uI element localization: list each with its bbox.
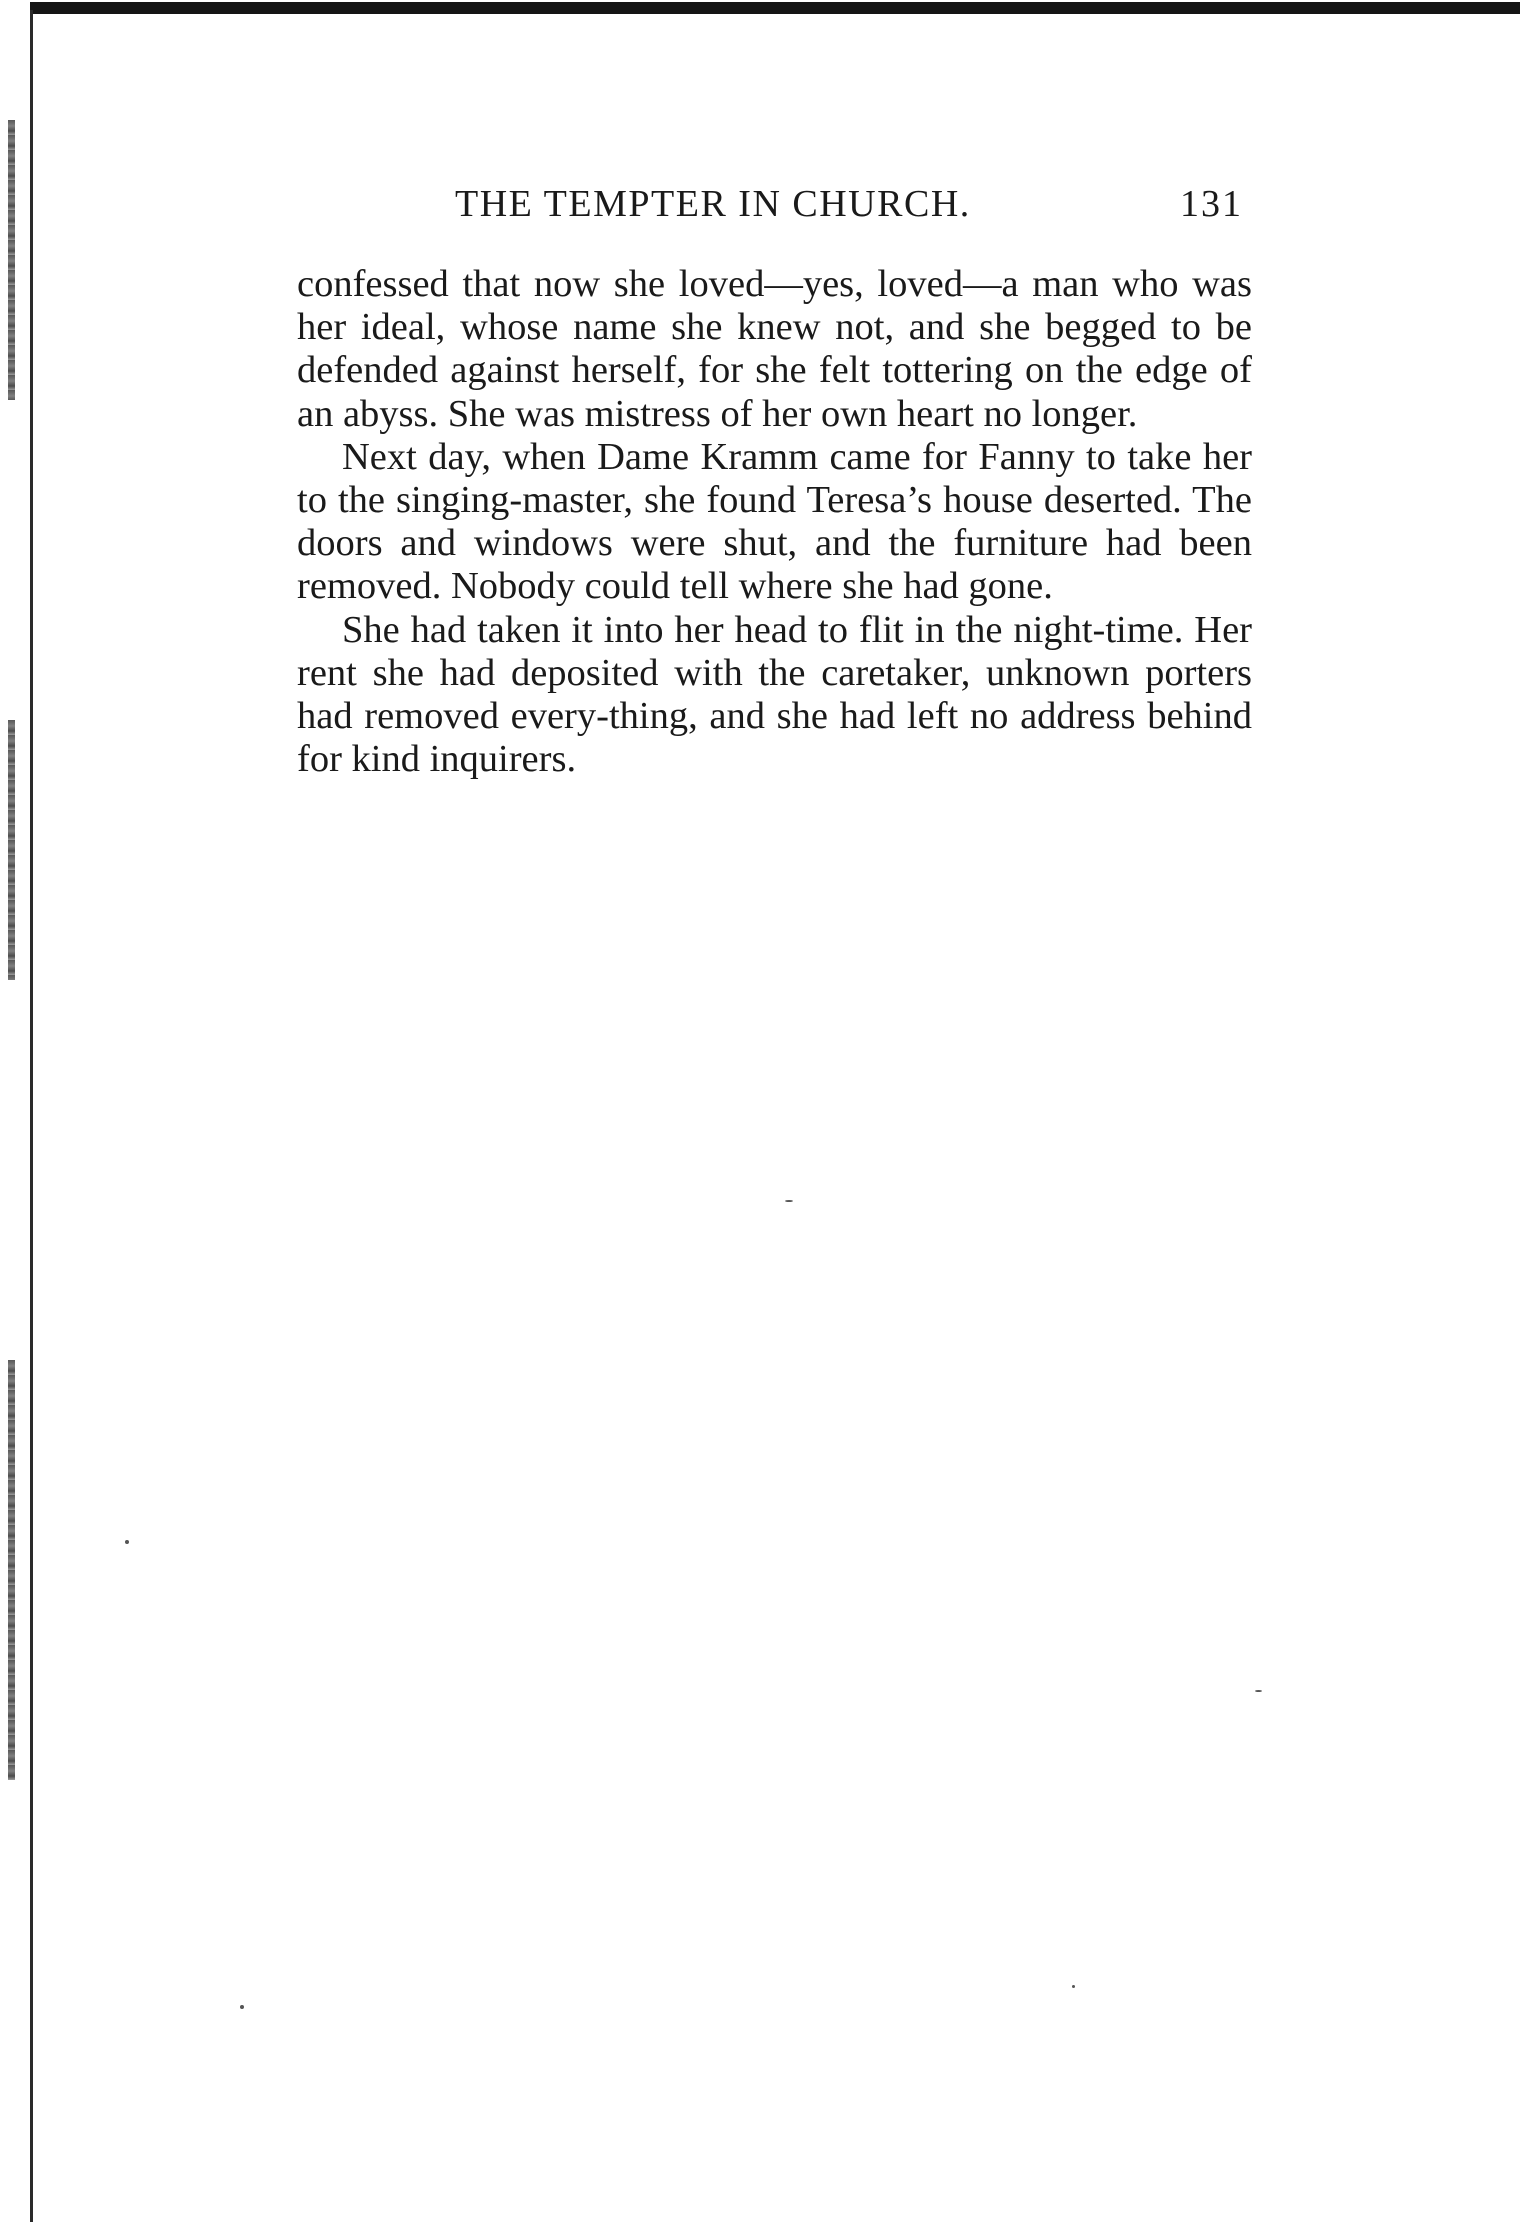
scan-edge-shadow <box>8 120 15 400</box>
scan-edge-shadow <box>8 720 15 980</box>
paragraph: confessed that now she loved—yes, loved—a man who was her ideal, whose name she knew not, and she begged to be defended against herself, for she felt tottering on the edge of an abyss. She was mistress of her own heart no longer. <box>297 263 1252 435</box>
scan-top-border <box>30 2 1520 14</box>
scan-speck <box>240 2005 244 2009</box>
running-head: THE TEMPTER IN CHURCH. <box>455 183 971 225</box>
paragraph: Next day, when Dame Kramm came for Fanny to take her to the singing-master, she found Teresa’s house deserted. The doors and windows were shut, and the furniture had been removed. Nobody could tell where she had gone. <box>297 435 1252 608</box>
scan-edge-shadow <box>8 1360 15 1780</box>
page-header <box>455 182 1255 238</box>
page-number: 131 <box>1180 183 1243 225</box>
scan-gutter-line <box>30 10 33 2222</box>
paragraph: She had taken it into her head to flit in the night-time. Her rent she had deposited with the caretaker, unknown porters had removed every-thing, and she had left no address behind for kind inquirers. <box>297 608 1252 781</box>
scan-speck <box>785 1200 793 1202</box>
body-text <box>297 263 1252 781</box>
scan-speck <box>125 1540 129 1544</box>
scan-speck <box>1255 1690 1262 1692</box>
scan-speck <box>1072 1985 1075 1988</box>
